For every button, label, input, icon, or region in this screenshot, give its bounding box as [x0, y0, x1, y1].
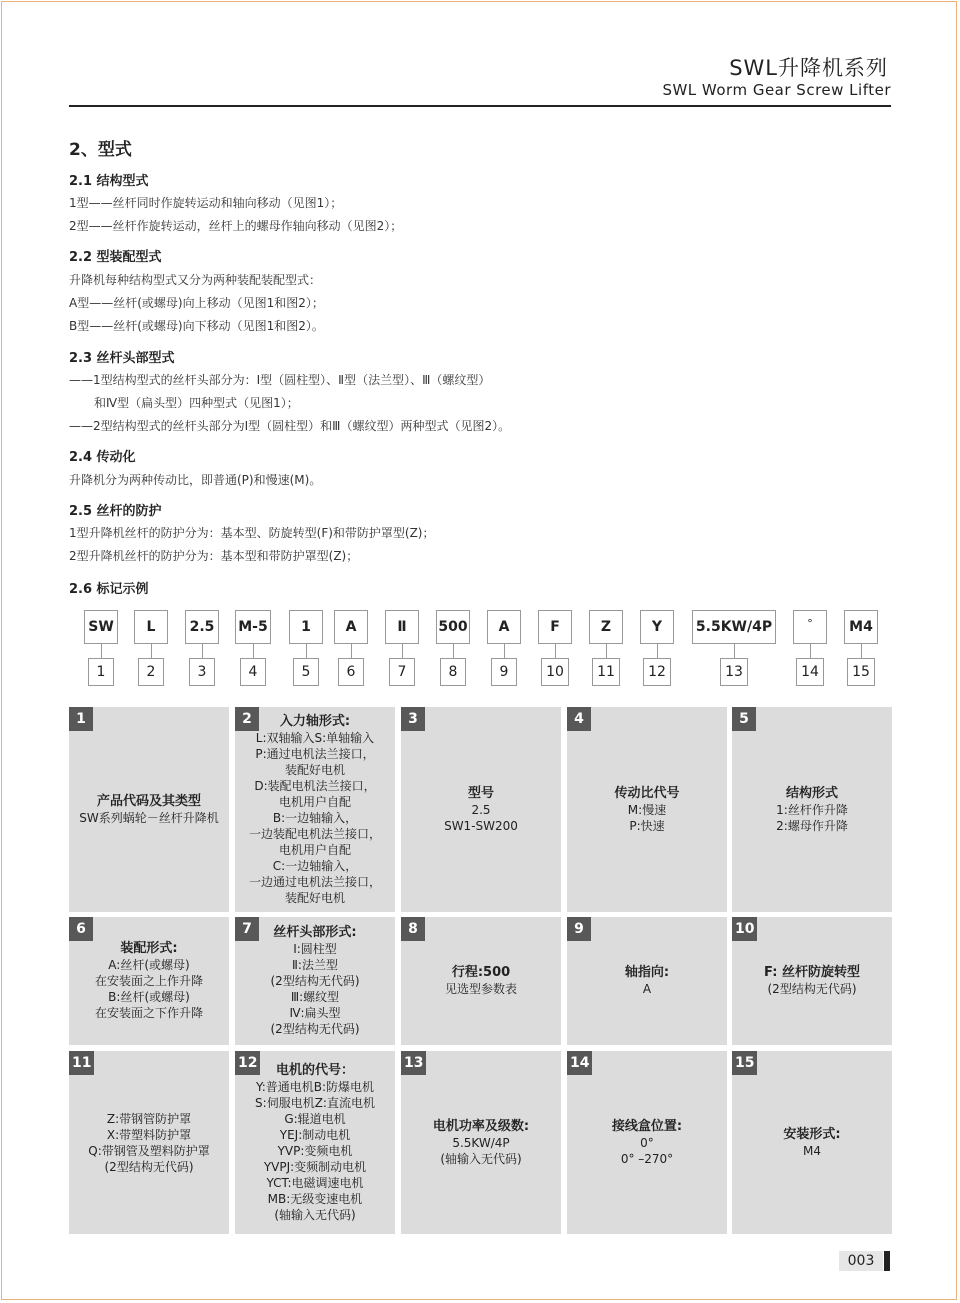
- box-line: L:双轴输入S:单轴输入: [255, 730, 375, 745]
- box-line: 装配好电机: [284, 890, 345, 905]
- connector-line: [555, 644, 556, 658]
- description-box: [567, 1051, 727, 1234]
- box-content: [732, 917, 892, 1045]
- connector-line: [253, 644, 254, 658]
- box-line: 2.5: [471, 802, 491, 817]
- box-line: SW系列蜗轮－丝杆升降机: [79, 810, 219, 825]
- code-box: 1: [289, 610, 323, 644]
- description-box: [401, 917, 561, 1045]
- position-number: 2: [138, 658, 164, 686]
- box-title: 电机功率及级数:: [432, 1118, 530, 1134]
- box-line: 一边装配电机法兰接口，: [248, 826, 381, 841]
- box-line: YEJ:制动电机: [279, 1127, 351, 1142]
- connector-line: [151, 644, 152, 658]
- position-number: 14: [796, 658, 824, 686]
- text-line: 1型升降机丝杆的防护分为：基本型、防旋转型(F)和带防护罩型(Z)；: [69, 526, 435, 540]
- description-box: [401, 707, 561, 912]
- box-line: Y:普通电机B:防爆电机: [255, 1079, 375, 1094]
- page-number: 003: [839, 1251, 883, 1271]
- box-title: 轴指向:: [624, 965, 670, 980]
- box-line: X:带塑料防护罩: [106, 1127, 192, 1142]
- box-title: 传动比代号: [614, 785, 680, 801]
- box-content: [567, 707, 727, 912]
- box-content: [732, 1051, 892, 1234]
- position-number: 8: [440, 658, 466, 686]
- description-box: [69, 917, 229, 1045]
- box-number-badge: 7: [235, 917, 259, 941]
- connector-line: [606, 644, 607, 658]
- text-line: ——2型结构型式的丝杆头部分为Ⅰ型（圆柱型）和Ⅲ（螺纹型）两种型式（见图2）。: [69, 419, 511, 433]
- text-line: ——1型结构型式的丝杆头部分为：Ⅰ型（圆柱型）、Ⅱ型（法兰型）、Ⅲ（螺纹型）: [69, 373, 491, 387]
- box-content: [401, 707, 561, 912]
- description-box: [567, 707, 727, 912]
- description-box: [732, 707, 892, 912]
- connector-line: [351, 644, 352, 658]
- position-number: 4: [240, 658, 266, 686]
- subsection-title: 2.2 型装配型式: [69, 250, 162, 265]
- connector-line: [101, 644, 102, 658]
- box-line: P:通过电机法兰接口，: [255, 746, 375, 761]
- description-box: [235, 917, 395, 1045]
- box-line: 电机用户自配: [278, 794, 351, 809]
- box-content: [69, 707, 229, 912]
- box-line: Ⅱ:法兰型: [292, 958, 338, 972]
- box-content: [69, 1051, 229, 1234]
- box-line: Ⅲ:螺纹型: [290, 990, 340, 1004]
- box-line: (轴输入无代码): [440, 1151, 522, 1166]
- box-line: Q:带钢管及塑料防护罩: [88, 1143, 210, 1158]
- description-box: [567, 917, 727, 1045]
- box-content: [567, 1051, 727, 1234]
- box-line: 5.5KW/4P: [452, 1135, 510, 1150]
- description-box: [69, 707, 229, 912]
- code-box: M-5: [235, 610, 271, 644]
- box-line: YCT:电磁调速电机: [266, 1175, 364, 1190]
- text-line: A型——丝杆(或螺母)向上移动（见图1和图2）；: [69, 296, 324, 310]
- position-number: 5: [293, 658, 319, 686]
- box-line: 在安装面之上作升降: [94, 974, 203, 988]
- code-box: A: [487, 610, 521, 644]
- box-number-badge: 5: [732, 707, 756, 731]
- position-number: 12: [643, 658, 671, 686]
- box-line: G:辊道电机: [284, 1111, 346, 1126]
- code-box: Z: [589, 610, 623, 644]
- box-content: [235, 707, 395, 912]
- box-line: Ⅳ:扁头型: [289, 1006, 341, 1020]
- box-title: 安装形式:: [783, 1126, 841, 1142]
- section-title: 2、型式: [69, 140, 132, 160]
- box-line: MB:无级变速电机: [267, 1191, 363, 1206]
- box-line: SW1-SW200: [444, 818, 518, 833]
- box-line: YVPJ:变频制动电机: [263, 1159, 367, 1174]
- connector-line: [402, 644, 403, 658]
- box-title: 装配形式:: [120, 941, 178, 956]
- text-line: 1型——丝杆同时作旋转运动和轴向移动（见图1）；: [69, 196, 343, 210]
- box-line: M4: [803, 1143, 821, 1158]
- box-line: A: [642, 982, 652, 996]
- position-number: 13: [720, 658, 748, 686]
- box-number-badge: 14: [567, 1051, 592, 1075]
- box-content: [69, 917, 229, 1045]
- connector-line: [504, 644, 505, 658]
- box-content: [235, 917, 395, 1045]
- box-line: Z:带钢管防护罩: [106, 1111, 192, 1126]
- box-line: (2型结构无代码): [270, 1022, 360, 1036]
- text-line: 和Ⅳ型（扁头型）四种型式（见图1）；: [94, 396, 299, 410]
- box-number-badge: 1: [69, 707, 93, 731]
- box-number-badge: 3: [401, 707, 425, 731]
- box-number-badge: 6: [69, 917, 93, 941]
- text-line: 2型升降机丝杆的防护分为：基本型和带防护罩型(Z)；: [69, 549, 359, 563]
- box-number-badge: 9: [567, 917, 591, 941]
- box-line: Ⅰ:圆柱型: [293, 942, 337, 956]
- box-number-badge: 2: [235, 707, 259, 731]
- code-box: 2.5: [185, 610, 219, 644]
- position-number: 1: [88, 658, 114, 686]
- description-box: [732, 1051, 892, 1234]
- text-line: 2型——丝杆作旋转运动，丝杆上的螺母作轴向移动（见图2）；: [69, 219, 403, 233]
- subsection-title: 2.6 标记示例: [69, 582, 149, 597]
- box-line: 1:丝杆作升降: [776, 802, 848, 817]
- box-content: [401, 917, 561, 1045]
- code-box: M4: [844, 610, 878, 644]
- box-line: 2:螺母作升降: [776, 818, 848, 833]
- box-content: [732, 707, 892, 912]
- subsection-title: 2.3 丝杆头部型式: [69, 351, 175, 366]
- box-line: M:慢速: [627, 802, 667, 817]
- connector-line: [861, 644, 862, 658]
- box-title: 电机的代号：: [275, 1062, 354, 1078]
- box-number-badge: 10: [732, 917, 757, 941]
- box-line: S:伺服电机Z:直流电机: [255, 1095, 375, 1110]
- box-title: 丝杆头部形式:: [273, 925, 357, 940]
- box-title: F: 丝杆防旋转型: [764, 965, 860, 980]
- box-line: (2型结构无代码): [767, 982, 857, 996]
- box-content: [235, 1051, 395, 1234]
- box-number-badge: 13: [401, 1051, 426, 1075]
- code-box: F: [538, 610, 572, 644]
- code-box: Ⅱ: [385, 610, 419, 644]
- code-box: Y: [640, 610, 674, 644]
- header-rule: [69, 105, 891, 107]
- box-line: (2型结构无代码): [104, 1159, 194, 1174]
- box-line: 装配好电机: [284, 762, 345, 777]
- box-title: 产品代码及其类型: [96, 793, 201, 809]
- connector-line: [453, 644, 454, 658]
- box-line: B:一边轴输入，: [272, 810, 358, 825]
- subsection-title: 2.5 丝杆的防护: [69, 504, 162, 519]
- box-number-badge: 8: [401, 917, 425, 941]
- box-line: P:快速: [629, 818, 665, 833]
- description-box: [235, 1051, 395, 1234]
- box-number-badge: 4: [567, 707, 591, 731]
- box-number-badge: 12: [235, 1051, 260, 1075]
- box-line: C:一边轴输入，: [272, 858, 358, 873]
- text-line: B型——丝杆(或螺母)向下移动（见图1和图2）。: [69, 319, 324, 333]
- position-number: 10: [541, 658, 569, 686]
- box-line: 电机用户自配: [278, 842, 351, 857]
- connector-line: [810, 644, 811, 658]
- box-line: A:丝杆(或螺母): [108, 958, 190, 972]
- code-box: L: [134, 610, 168, 644]
- position-number: 15: [847, 658, 875, 686]
- box-number-badge: 11: [69, 1051, 94, 1075]
- box-title: 结构形式: [785, 785, 838, 801]
- position-number: 7: [389, 658, 415, 686]
- box-title: 型号: [467, 785, 494, 801]
- subsection-title: 2.1 结构型式: [69, 174, 149, 189]
- description-box: [401, 1051, 561, 1234]
- box-line: 见选型参数表: [444, 982, 517, 996]
- description-box: [732, 917, 892, 1045]
- connector-line: [734, 644, 735, 658]
- box-content: [401, 1051, 561, 1234]
- box-line: (2型结构无代码): [270, 974, 360, 988]
- position-number: 9: [491, 658, 517, 686]
- position-number: 11: [592, 658, 620, 686]
- box-line: 在安装面之下作升降: [94, 1006, 203, 1020]
- code-box: °: [793, 610, 827, 644]
- connector-line: [306, 644, 307, 658]
- page-number-bar: [884, 1251, 890, 1271]
- box-line: (轴输入无代码): [274, 1207, 356, 1222]
- code-box: 500: [436, 610, 470, 644]
- text-line: 升降机分为两种传动比，即普通(P)和慢速(M)。: [69, 473, 322, 487]
- box-line: YVP:变频电机: [277, 1143, 353, 1158]
- box-title: 行程:500: [451, 965, 511, 980]
- position-number: 6: [338, 658, 364, 686]
- box-line: D:装配电机法兰接口，: [254, 778, 376, 793]
- box-line: B:丝杆(或螺母): [108, 990, 190, 1004]
- code-box: SW: [84, 610, 118, 644]
- box-title: 入力轴形式:: [279, 713, 351, 729]
- box-line: 0° –270°: [620, 1151, 674, 1166]
- description-box: [235, 707, 395, 912]
- code-box: A: [334, 610, 368, 644]
- code-box: 5.5KW/4P: [692, 610, 776, 644]
- box-title: 接线盒位置:: [611, 1118, 683, 1134]
- connector-line: [202, 644, 203, 658]
- connector-line: [657, 644, 658, 658]
- header-title: SWL升降机系列: [729, 56, 888, 80]
- box-number-badge: 15: [732, 1051, 757, 1075]
- position-number: 3: [189, 658, 215, 686]
- subsection-title: 2.4 传动化: [69, 450, 136, 465]
- box-line: 一边通过电机法兰接口，: [248, 874, 381, 889]
- text-line: 升降机每种结构型式又分为两种装配装配型式：: [69, 273, 322, 287]
- box-content: [567, 917, 727, 1045]
- description-box: [69, 1051, 229, 1234]
- header-subtitle: SWL Worm Gear Screw Lifter: [662, 81, 891, 99]
- box-line: 0°: [640, 1135, 654, 1150]
